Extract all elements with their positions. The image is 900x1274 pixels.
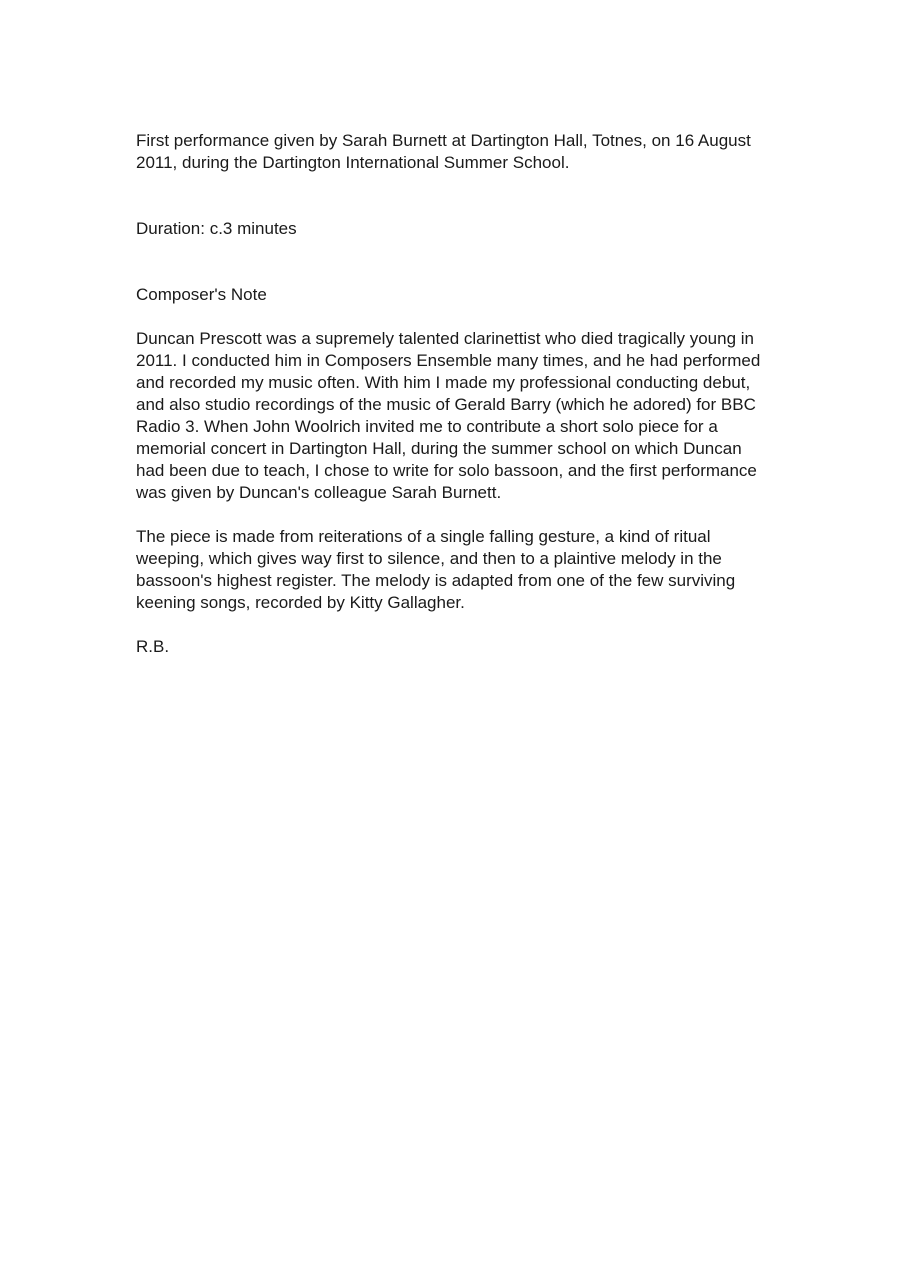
note-paragraph-1: Duncan Prescott was a supremely talented clarinettist who died tragically young in 2011. I conducted him in Composers Ensemble many times, and he had performed and recorded my music often. With him I made my professional conducting debut, and also studio recordings of the music of Gerald Barry (which he adored) for BBC Radio 3. When John Woolrich invited me to contribute a short solo piece for a memorial concert in Dartington Hall, during the summer school on which Duncan had been due to teach, I chose to write for solo bassoon, and the first performance was given by Duncan's colleague Sarah Burnett. (136, 329, 761, 502)
duration-line: Duration: c.3 minutes (136, 219, 297, 238)
section-heading: Composer's Note (136, 285, 267, 304)
program-note (136, 130, 766, 658)
note-paragraph-2: The piece is made from reiterations of a single falling gesture, a kind of ritual weeping, which gives way first to silence, and then to a plaintive melody in the bassoon's highest register. The melody is adapted from one of the few surviving keening songs, recorded by Kitty Gallagher. (136, 527, 736, 612)
premiere-note: First performance given by Sarah Burnett at Dartington Hall, Totnes, on 16 August 2011, during the Dartington International Summer School. (136, 131, 751, 172)
author-initials: R.B. (136, 637, 170, 656)
